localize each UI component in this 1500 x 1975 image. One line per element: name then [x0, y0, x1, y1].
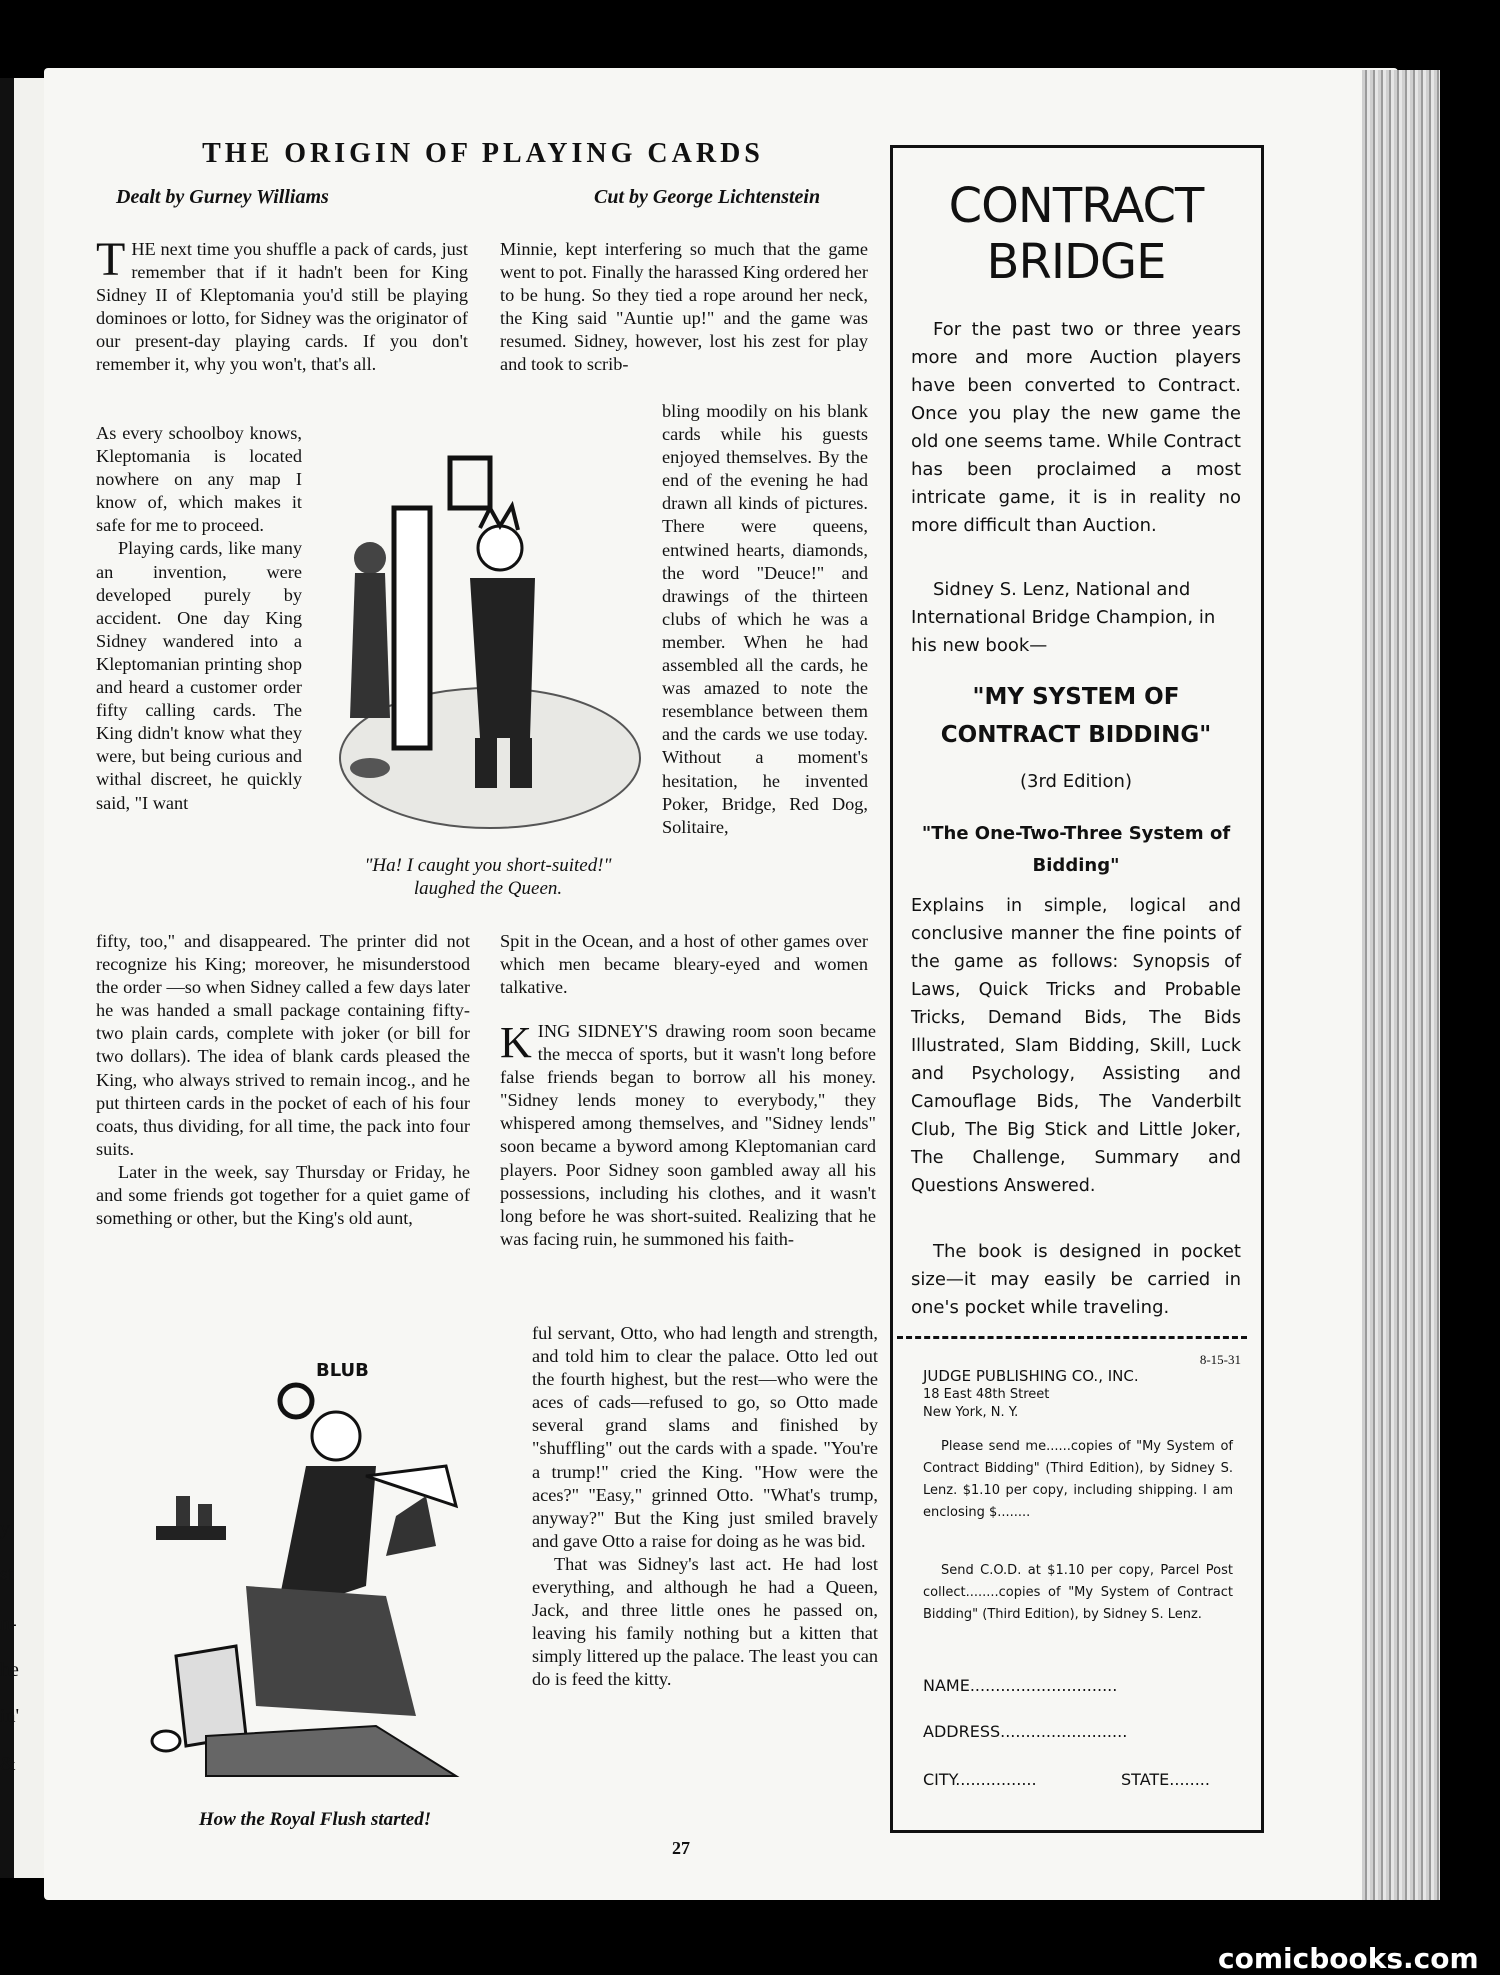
address-field[interactable]: ADDRESS......................... — [923, 1722, 1128, 1741]
coupon-cut-line — [897, 1336, 1247, 1339]
paragraph: Later in the week, say Thursday or Friday, he and some friends got together for a quiet game of something or other, but the King's old aunt, — [96, 1161, 470, 1229]
article-column-1-top — [96, 233, 468, 377]
illustration-caption: "Ha! I caught you short-suited!" laughed the Queen. — [364, 855, 612, 899]
paragraph: bling moodily on his blank cards while his guests enjoyed themselves. By the end of the evening he had drawn all kinds of pictures. There were queens, entwined hearts, diamonds, the word "Deuce!" and drawings of the thirteen clubs of which he was a member. When he had assembled all the cards, he was amazed to note the resemblance between them and the cards we use today. Without a moment's hesitation, he invented Poker, Bridge, Red Dog, Solitaire, — [662, 401, 868, 837]
ad-paragraph: Sidney S. Lenz, National and International Bridge Champion, in his new book— — [911, 579, 1216, 656]
article-column-1-narrow — [96, 422, 302, 815]
publisher-address: 18 East 48th Street — [923, 1387, 1050, 1402]
writer-credit: Dealt by Gurney Williams — [116, 186, 329, 208]
paragraph: ING SIDNEY'S drawing room soon became the mecca of sports, but it wasn't long before false friends began to borrow all his money. "Sidney lends money to everybody," they whispered among themselves, and "Sidney lends" soon became a byword among Kleptomanian card players. Poor Sidney soon gambled away all his possessions, including his clothes, and it wasn't long before he was short-suited. Realizing that he was facing ruin, he summoned his faith- — [500, 1021, 876, 1249]
facing-page-fragment: he — [0, 1659, 19, 1681]
facing-page-fragment: in' — [0, 1705, 20, 1727]
paragraph: HE next time you shuffle a pack of cards, just remember that if it hadn't been for King Sidney II of Kleptomania you'd still be playing dominoes or lotto, for Sidney was the originator of our present-day playing cards. If you don't remember it, why you won't, that's all. — [96, 239, 468, 375]
paragraph: That was Sidney's last act. He had lost everything, and although he had a Queen, Jack, and three little ones he passed on, leaving his family nothing but a kitten that simply littered up the palace. The least you can do is feed the kitty. — [532, 1553, 878, 1690]
paragraph: ful servant, Otto, who had length and strength, and told him to clear the palace. Otto led out the fourth highest, but the rest—who were the aces of cads—refused to go, so Otto made several grand slams and finished by "shuffling" out the cards with a spade. "You're a trump!" cried the King. "How were the aces?" "Easy," grinned Otto. "What's trump, anyway?" But the King just smiled bravely and gave Otto a raise for doing as he was bid. — [532, 1323, 878, 1551]
name-field[interactable]: NAME............................. — [923, 1676, 1118, 1695]
article-column-1-bottom — [96, 930, 470, 1230]
facing-page-fragment: y — [0, 1517, 10, 1539]
city-field[interactable]: CITY................ — [923, 1770, 1037, 1789]
book-title: "MY SYSTEM OF CONTRACT BIDDING" — [940, 684, 1212, 748]
ad-paragraph: Explains in simple, logical and conclusive manner the fine points of the game as follows: Synopsis of Laws, Quick Tricks and Probable Tricks, Demand Bids, The Bids Illustrated, Slam Bidding, Skill, Luck and Psychology, Assisting and Camouflage Bids, The Vanderbilt Club, The Big Stick and Little Joker, The Challenge, Summary and Questions Answered. — [911, 896, 1241, 1196]
article-column-2-top — [500, 238, 868, 377]
ad-paragraph: The book is designed in pocket size—it may easily be carried in one's pocket while traveling. — [911, 1241, 1241, 1318]
sound-effect: BLUB — [316, 1360, 369, 1381]
facing-page-fragment: & — [0, 1753, 16, 1775]
coupon-code: 8-15-31 — [1199, 1352, 1241, 1367]
order-option-prepaid: Please send me......copies of "My System of Contract Bidding" (Third Edition), by Sidney S. Lenz. $1.10 per copy, including shipping. I am enclosing $........ — [923, 1439, 1233, 1520]
page-gutter — [0, 78, 14, 1878]
drop-cap: T — [96, 233, 126, 286]
queen-peeking-illustration — [330, 438, 650, 838]
page-stack-edge — [1362, 70, 1440, 1900]
ad-headline-line2: BRIDGE — [986, 234, 1166, 290]
site-watermark: comicbooks.com — [1218, 1942, 1479, 1975]
article-column-2-bottom — [532, 1322, 878, 1692]
ad-headline-line1: CONTRACT — [948, 178, 1204, 234]
article-column-2-section — [500, 1020, 876, 1251]
publisher-city: New York, N. Y. — [923, 1405, 1019, 1420]
royal-flush-illustration — [126, 1356, 512, 1786]
paragraph: fifty, too," and disappeared. The printer did not recognize his King; moreover, he misunderstood the order —so when Sidney called a few days later he was handed a small package containing fifty-two plain cards, complete with joker (or bill for two dollars). The idea of blank cards pleased the King, who always strived to remain incog., and he put thirteen cards in the pocket of each of his four coats, thus dividing, for all time, the pack into four suits. — [96, 931, 470, 1159]
ad-headline — [911, 178, 1241, 290]
facing-page-fragment: st — [0, 1563, 14, 1585]
publisher-name: JUDGE PUBLISHING CO., INC. — [923, 1367, 1139, 1385]
paragraph: As every schoolboy knows, Kleptomania is located nowhere on any map I know of, which makes it safe for me to proceed. — [96, 423, 302, 536]
artist-credit: Cut by George Lichtenstein — [594, 186, 821, 208]
order-option-cod: Send C.O.D. at $1.10 per copy, Parcel Post collect........copies of "My System of Contract Bidding" (Third Edition), by Sidney S. Lenz. — [923, 1563, 1233, 1622]
page-number: 27 — [672, 1838, 690, 1858]
paragraph: Spit in the Ocean, and a host of other games over which men became bleary-eyed and women talkative. — [500, 931, 868, 998]
paragraph: Minnie, kept interfering so much that the game went to pot. Finally the harassed King ordered her to be hung. So they tied a rope around her neck, the King said "Auntie up!" and the game was resumed. Sidney, however, lost his zest for play and took to scrib- — [500, 239, 868, 375]
contract-bridge-advertisement — [890, 145, 1264, 1833]
article-title: THE ORIGIN OF PLAYING CARDS — [202, 138, 764, 169]
article-column-2-middle — [500, 930, 868, 999]
state-field[interactable]: STATE........ — [1121, 1770, 1210, 1789]
facing-page-fragment: n- — [0, 1613, 17, 1635]
book-edition: (3rd Edition) — [1019, 771, 1132, 792]
ad-paragraph: For the past two or three years more and more Auction players have been converted to Contract. Once you play the new game the old one seems tame. While Contract has been proclaimed a most intricate game, it is in reality no more difficult than Auction. — [911, 319, 1241, 536]
paragraph: Playing cards, like many an invention, were developed purely by accident. One day King Sidney wandered into a Kleptomanian printing shop and heard a customer order fifty calling cards. The King didn't know what they were, but being curious and withal discreet, he quickly said, "I want — [96, 538, 302, 813]
illustration-caption: How the Royal Flush started! — [198, 1809, 432, 1830]
drop-cap: K — [500, 1018, 532, 1067]
book-subtitle: "The One-Two-Three System of Bidding" — [921, 823, 1231, 876]
article-column-2-narrow — [662, 400, 868, 839]
